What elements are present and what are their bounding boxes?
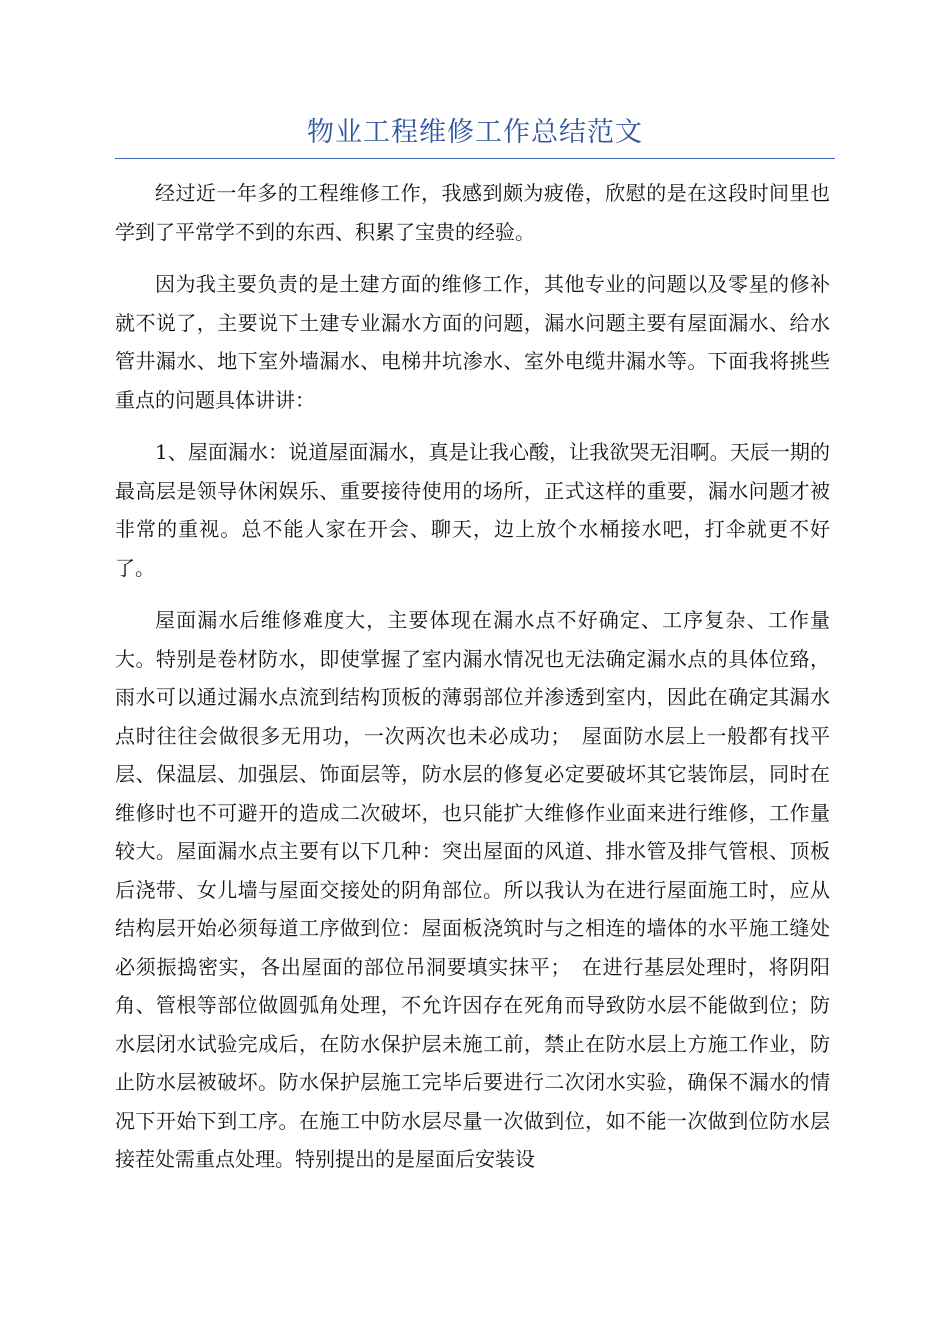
- title-block: [115, 108, 835, 159]
- page-title: 物业工程维修工作总结范文: [307, 117, 643, 148]
- paragraph-1: 经过近一年多的工程维修工作，我感到颇为疲倦，欣慰的是在这段时间里也学到了平常学不到的东西、积累了宝贵的经验。: [115, 181, 830, 244]
- paragraph-3: 1、屋面漏水：说道屋面漏水，真是让我心酸，让我欲哭无泪啊。天辰一期的最高层是领导休闲娱乐、重要接待使用的场所，正式这样的重要，漏水问题才被非常的重视。总不能人家在开会、聊天，边上放个水桶接水吧，打伞就更不好了。: [115, 440, 830, 580]
- paragraph-2: 因为我主要负责的是土建方面的维修工作，其他专业的问题以及零星的修补就不说了，主要说下土建专业漏水方面的问题，漏水问题主要有屋面漏水、给水管井漏水、地下室外墙漏水、电梯井坑渗水、室外电缆井漏水等。下面我将挑些重点的问题具体讲讲：: [115, 272, 830, 412]
- document-body: [115, 174, 830, 1193]
- paragraph-4: 屋面漏水后维修难度大，主要体现在漏水点不好确定、工序复杂、工作量大。特别是卷材防水，即使掌握了室内漏水情况也无法确定漏水点的具体位臵，雨水可以通过漏水点流到结构顶板的薄弱部位并渗透到室内，因此在确定其漏水点时往往会做很多无用功，一次两次也未必成功； 屋面防水层上一般都有找平层、保温层、加强层、饰面层等，防水层的修复必定要破坏其它装饰层，同时在维修时也不可避开的造成二次破坏，也只能扩大维修作业面来进行维修，工作量较大。屋面漏水点主要有以下几种：突出屋面的风道、排水管及排气管根、顶板后浇带、女儿墙与屋面交接处的阴角部位。所以我认为在进行屋面施工时，应从结构层开始必须每道工序做到位：屋面板浇筑时与之相连的墙体的水平施工缝处必须振捣密实，各出屋面的部位吊洞要填实抹平； 在进行基层处理时，将阴阳角、管根等部位做圆弧角处理，不允许因存在死角而导致防水层不能做到位；防水层闭水试验完成后，在防水保护层未施工前，禁止在防水层上方施工作业，防止防水层被破坏。防水保护层施工完毕后要进行二次闭水实验，确保不漏水的情况下开始下到工序。在施工中防水层尽量一次做到位，如不能一次做到位防水层接茬处需重点处理。特别提出的是屋面后安装设: [115, 608, 830, 1171]
